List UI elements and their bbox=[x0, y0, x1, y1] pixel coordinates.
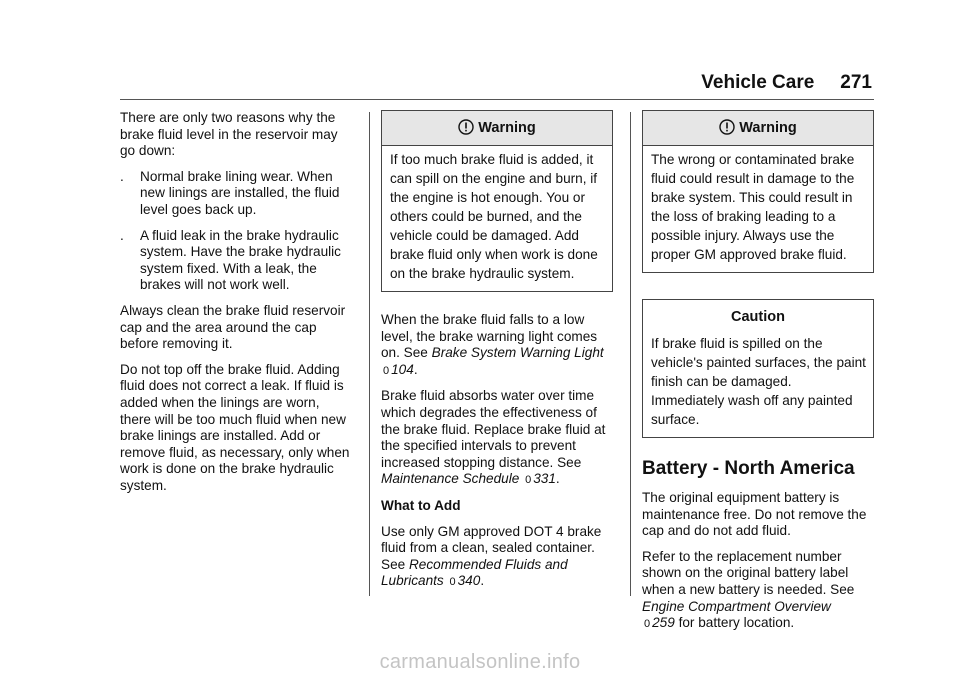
page-number: 271 bbox=[840, 72, 872, 93]
bullet-text: Normal brake lining wear. When new linings are installed, the fluid level goes back up. bbox=[140, 168, 340, 217]
page-header bbox=[701, 72, 872, 94]
page-ref-icon: 0 bbox=[525, 474, 532, 487]
engine-compartment-link[interactable]: Engine Compartment Overview bbox=[642, 598, 831, 614]
text-run: . bbox=[555, 471, 560, 487]
caution-header: Caution bbox=[643, 300, 873, 334]
maintenance-schedule-link[interactable]: Maintenance Schedule bbox=[381, 471, 520, 487]
recommended-fluids-link[interactable]: Recommended Fluids and Lubricants bbox=[381, 556, 568, 589]
warning-icon bbox=[719, 119, 735, 135]
intro-paragraph: There are only two reasons why the brake fluid level in the reservoir may go down: bbox=[120, 110, 338, 159]
bullet-text: A fluid leak in the brake hydraulic system. Have the brake hydraulic system fixed. With a leak, the brakes will not work well. bbox=[140, 227, 341, 293]
text-run: for battery location. bbox=[674, 615, 795, 631]
column-divider-2 bbox=[630, 112, 631, 596]
caution-box bbox=[642, 299, 874, 438]
watermark: carmanualsonline.info bbox=[379, 651, 581, 673]
absorb-paragraph bbox=[381, 388, 613, 489]
warning-box bbox=[381, 110, 613, 292]
page-ref-340[interactable]: 340 bbox=[457, 573, 481, 589]
text-run: . bbox=[413, 361, 418, 377]
battery-paragraph: The original equipment battery is maintenance free. Do not remove the cap and do not add fluid. bbox=[642, 490, 867, 539]
warning-text: The wrong or contaminated brake fluid could result in damage to the brake system. This could result in the loss of braking leading to a possible injury. Always use the proper GM approved brake fluid. bbox=[651, 152, 855, 262]
warning-box bbox=[642, 110, 874, 273]
what-to-add-heading: What to Add bbox=[381, 497, 461, 513]
page-ref-104[interactable]: 104 bbox=[391, 361, 414, 377]
text-run: . bbox=[480, 573, 485, 589]
clean-cap-paragraph: Always clean the brake fluid reservoir cap and the area around the cap before removing it. bbox=[120, 302, 346, 352]
page-ref-icon: 0 bbox=[449, 576, 456, 589]
replacement-paragraph bbox=[642, 549, 874, 633]
section-title: Vehicle Care bbox=[701, 72, 815, 93]
page-ref-icon: 0 bbox=[644, 618, 651, 631]
warning-title: Warning bbox=[739, 120, 797, 136]
warning-header bbox=[643, 111, 873, 146]
page-ref-259[interactable]: 259 bbox=[652, 615, 675, 631]
page-ref-331[interactable]: 331 bbox=[533, 471, 556, 487]
battery-heading: Battery - North America bbox=[642, 458, 855, 479]
list-item bbox=[120, 228, 352, 294]
header-rule bbox=[120, 99, 874, 100]
column-divider-1 bbox=[369, 112, 370, 596]
brake-warning-light-link[interactable]: Brake System Warning Light bbox=[431, 345, 604, 361]
page-ref-icon: 0 bbox=[383, 364, 390, 377]
text-run: When the brake fluid falls to a low level, the brake warning light comes on. See bbox=[381, 312, 598, 361]
text-run: Use only GM approved DOT 4 brake fluid from a clean, sealed container. See bbox=[381, 523, 602, 572]
column-1 bbox=[120, 110, 352, 503]
text-run: Refer to the replacement number shown on the original battery label when a new battery is needed. See bbox=[642, 548, 855, 597]
list-item bbox=[120, 169, 352, 219]
column-2 bbox=[381, 110, 613, 600]
text-run: Brake fluid absorbs water over time which degrades the effectiveness of the brake fluid. Replace brake fluid at the specified intervals to prevent increased stopping distance. See bbox=[381, 388, 606, 470]
caution-text: If brake fluid is spilled on the vehicle's painted surfaces, the paint finish can be damaged. Immediately wash off any painted surface. bbox=[651, 336, 866, 427]
warning-header bbox=[382, 111, 612, 146]
what-to-add-paragraph bbox=[381, 524, 613, 591]
bullet-mark: . bbox=[120, 168, 124, 184]
warning-text: If too much brake fluid is added, it can spill on the engine and burn, if the engine is hot enough. You or others could be burned, and the vehicle could be damaged. Add brake fluid only when work is done on the brake hydraulic system. bbox=[390, 152, 598, 281]
warning-title: Warning bbox=[478, 120, 536, 136]
bullet-mark: . bbox=[120, 227, 124, 243]
column-3 bbox=[642, 110, 874, 642]
warning-light-paragraph bbox=[381, 312, 613, 379]
top-off-paragraph: Do not top off the brake fluid. Adding fluid does not correct a leak. If fluid is added when the linings are worn, there will be too much fluid when new brake linings are installed. Add or remove fluid, as necessary, only when work is done on the brake hydraulic system. bbox=[120, 361, 350, 493]
warning-icon bbox=[458, 119, 474, 135]
